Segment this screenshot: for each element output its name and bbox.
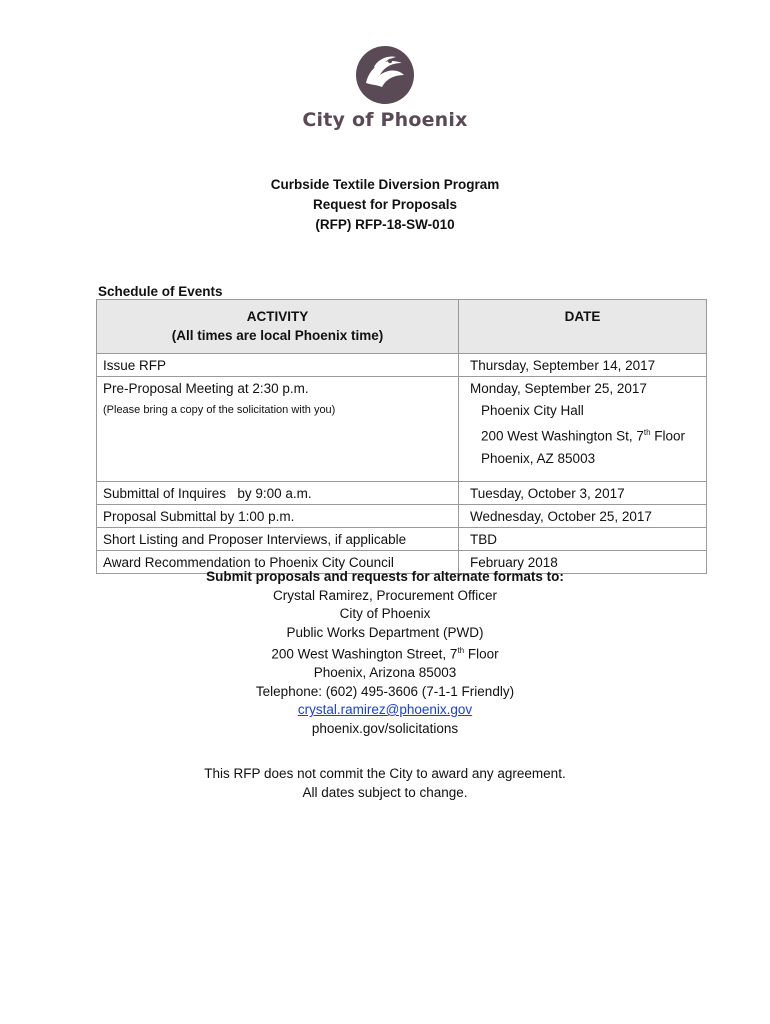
activity-cell: Submittal of Inquires by 9:00 a.m.: [97, 482, 459, 505]
title-line-program: Curbside Textile Diversion Program: [270, 177, 500, 192]
contact-name: Crystal Ramirez, Procurement Officer: [272, 587, 498, 603]
table-row: [97, 377, 707, 482]
schedule-table: [96, 299, 707, 574]
activity-header: [97, 300, 459, 354]
disclaimer-line-2: All dates subject to change.: [302, 785, 468, 800]
date-cell: TBD: [459, 528, 707, 551]
date-cell: February 2018: [459, 551, 707, 574]
title-line-number: (RFP) RFP-18-SW-010: [315, 217, 455, 232]
city-logo: [0, 45, 770, 131]
activity-header-title: ACTIVITY: [246, 309, 309, 324]
date-cell: Monday, September 25, 2017 Phoenix City Hall 200 West Washington St, 7th Floor Phoenix, AZ 85003: [459, 377, 707, 482]
activity-cell: Issue RFP: [97, 354, 459, 377]
contact-phone: Telephone: (602) 495-3606 (7-1-1 Friendly): [255, 683, 515, 699]
logo-text: City of Phoenix: [302, 109, 468, 131]
activity-header-subtitle: (All times are local Phoenix time): [171, 328, 384, 343]
location-city: Phoenix, AZ 85003: [481, 450, 596, 466]
contact-website: phoenix.gov/solicitations: [311, 720, 459, 736]
date-cell: Thursday, September 14, 2017: [459, 354, 707, 377]
contact-email-link[interactable]: crystal.ramirez@phoenix.gov: [297, 702, 473, 717]
contact-org: City of Phoenix: [339, 606, 431, 621]
table-header-row: [97, 300, 707, 354]
date-header-title: DATE: [564, 309, 601, 324]
title-line-rfp: Request for Proposals: [312, 197, 458, 212]
location-street: 200 West Washington St, 7th Floor: [481, 428, 686, 444]
phoenix-bird-icon: [352, 45, 418, 105]
document-title: [0, 175, 770, 235]
table-row: [97, 354, 707, 377]
activity-cell: Proposal Submittal by 1:00 p.m.: [97, 505, 459, 528]
location-name: Phoenix City Hall: [481, 403, 584, 418]
activity-cell: Award Recommendation to Phoenix City Council: [97, 551, 459, 574]
date-cell: Tuesday, October 3, 2017: [459, 482, 707, 505]
disclaimer-line-1: This RFP does not commit the City to award any agreement.: [204, 766, 566, 781]
table-row: [97, 505, 707, 528]
disclaimer: [0, 764, 770, 802]
date-cell: Wednesday, October 25, 2017: [459, 505, 707, 528]
submission-contact: [0, 568, 770, 738]
activity-cell: Pre-Proposal Meeting at 2:30 p.m. (Please bring a copy of the solicitation with you): [97, 377, 459, 482]
contact-dept: Public Works Department (PWD): [286, 624, 484, 640]
activity-note: (Please bring a copy of the solicitation with you): [103, 404, 336, 416]
schedule-heading: Schedule of Events: [98, 284, 223, 299]
table-row: [97, 482, 707, 505]
date-header: [459, 300, 707, 354]
activity-cell: Short Listing and Proposer Interviews, if applicable: [97, 528, 459, 551]
table-row: [97, 528, 707, 551]
contact-street: 200 West Washington Street, 7th Floor: [271, 646, 499, 662]
submit-heading: Submit proposals and requests for alternate formats to:: [206, 569, 564, 584]
contact-city: Phoenix, Arizona 85003: [313, 665, 457, 680]
